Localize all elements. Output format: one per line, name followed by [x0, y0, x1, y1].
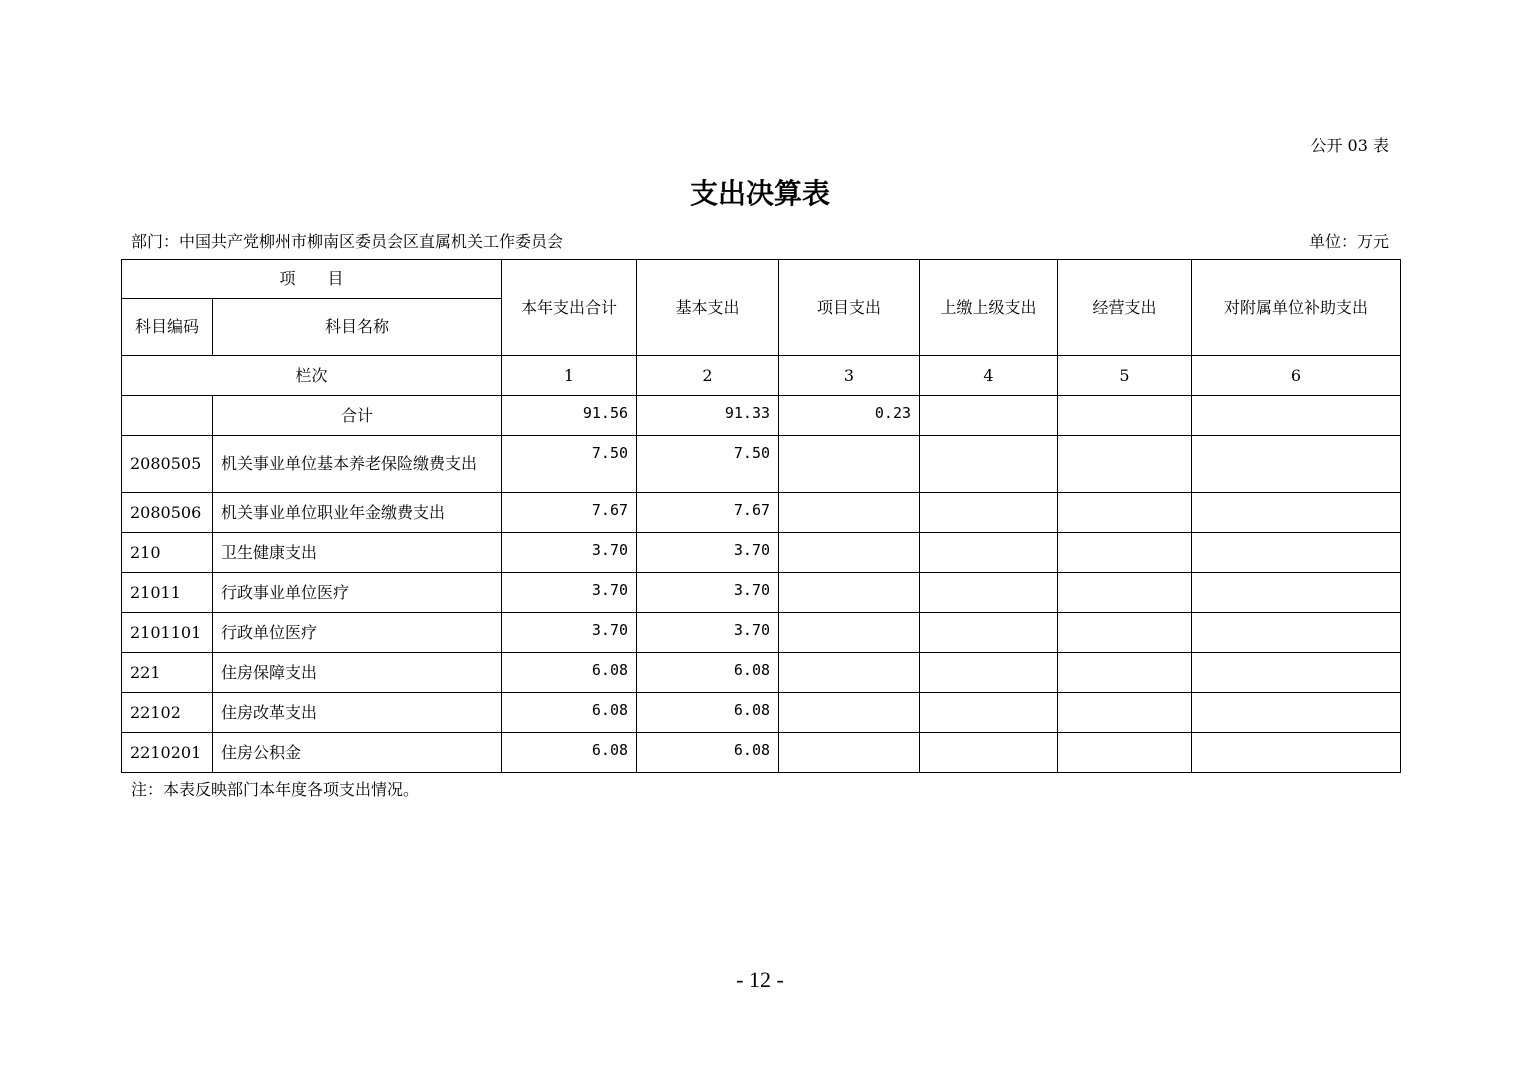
row-c4 — [920, 733, 1058, 773]
row-code: 21011 — [122, 573, 213, 613]
row-c6 — [1192, 693, 1401, 733]
row-c2: 7.50 — [637, 436, 779, 493]
index-4: 4 — [920, 356, 1058, 396]
total-c1: 91.56 — [502, 396, 637, 436]
row-code: 22102 — [122, 693, 213, 733]
index-1: 1 — [502, 356, 637, 396]
row-c4 — [920, 493, 1058, 533]
row-c1: 6.08 — [502, 733, 637, 773]
row-c2: 6.08 — [637, 693, 779, 733]
row-code: 2080505 — [122, 436, 213, 493]
row-c5 — [1058, 733, 1192, 773]
row-c4 — [920, 613, 1058, 653]
row-c1: 3.70 — [502, 613, 637, 653]
row-name: 住房保障支出 — [213, 653, 502, 693]
row-c5 — [1058, 613, 1192, 653]
row-code: 2210201 — [122, 733, 213, 773]
row-name: 卫生健康支出 — [213, 533, 502, 573]
department-label: 部门：中国共产党柳州市柳南区委员会区直属机关工作委员会 — [131, 232, 564, 251]
row-c6 — [1192, 436, 1401, 493]
row-code: 2080506 — [122, 493, 213, 533]
total-c6 — [1192, 396, 1401, 436]
row-c3 — [779, 493, 920, 533]
row-c6 — [1192, 653, 1401, 693]
row-c6 — [1192, 493, 1401, 533]
row-c3 — [779, 436, 920, 493]
row-c2: 6.08 — [637, 653, 779, 693]
index-2: 2 — [637, 356, 779, 396]
table-row — [122, 653, 1401, 693]
header-col5: 经营支出 — [1058, 260, 1192, 356]
row-c5 — [1058, 533, 1192, 573]
page-title: 支出决算表 — [689, 177, 830, 210]
row-c3 — [779, 533, 920, 573]
row-name: 机关事业单位基本养老保险缴费支出 — [213, 436, 502, 493]
total-code-cell — [122, 396, 213, 436]
table-row — [122, 613, 1401, 653]
header-code: 科目编码 — [122, 299, 213, 356]
table-row — [122, 436, 1401, 493]
header-col3: 项目支出 — [779, 260, 920, 356]
row-c6 — [1192, 733, 1401, 773]
total-label: 合计 — [213, 396, 502, 436]
row-c6 — [1192, 573, 1401, 613]
row-c5 — [1058, 653, 1192, 693]
row-code: 221 — [122, 653, 213, 693]
row-c2: 3.70 — [637, 533, 779, 573]
table-row — [122, 573, 1401, 613]
unit-label: 单位：万元 — [1308, 232, 1389, 251]
table-row — [122, 493, 1401, 533]
header-col2: 基本支出 — [637, 260, 779, 356]
row-code: 2101101 — [122, 613, 213, 653]
row-c5 — [1058, 693, 1192, 733]
row-c2: 3.70 — [637, 573, 779, 613]
row-c6 — [1192, 533, 1401, 573]
index-label: 栏次 — [122, 356, 502, 396]
table-note: 注：本表反映部门本年度各项支出情况。 — [131, 780, 420, 799]
row-c3 — [779, 613, 920, 653]
page-number: - 12 - — [736, 967, 784, 992]
row-code: 210 — [122, 533, 213, 573]
row-c3 — [779, 653, 920, 693]
index-6: 6 — [1192, 356, 1401, 396]
total-c3: 0.23 — [779, 396, 920, 436]
row-c4 — [920, 693, 1058, 733]
total-row — [122, 396, 1401, 436]
header-col6: 对附属单位补助支出 — [1192, 260, 1401, 356]
row-name: 行政单位医疗 — [213, 613, 502, 653]
header-col1: 本年支出合计 — [502, 260, 637, 356]
row-c1: 7.67 — [502, 493, 637, 533]
header-name: 科目名称 — [213, 299, 502, 356]
row-c5 — [1058, 493, 1192, 533]
row-c3 — [779, 733, 920, 773]
index-3: 3 — [779, 356, 920, 396]
row-name: 住房改革支出 — [213, 693, 502, 733]
row-c4 — [920, 436, 1058, 493]
row-c1: 6.08 — [502, 653, 637, 693]
row-c2: 7.67 — [637, 493, 779, 533]
row-c6 — [1192, 613, 1401, 653]
row-c2: 3.70 — [637, 613, 779, 653]
row-c1: 3.70 — [502, 533, 637, 573]
total-c5 — [1058, 396, 1192, 436]
total-c2: 91.33 — [637, 396, 779, 436]
row-name: 机关事业单位职业年金缴费支出 — [213, 493, 502, 533]
row-c3 — [779, 693, 920, 733]
row-c4 — [920, 533, 1058, 573]
row-c5 — [1058, 573, 1192, 613]
row-c4 — [920, 653, 1058, 693]
row-c3 — [779, 573, 920, 613]
header-col4: 上缴上级支出 — [920, 260, 1058, 356]
row-name: 行政事业单位医疗 — [213, 573, 502, 613]
form-number: 公开 03 表 — [1310, 136, 1389, 155]
row-c1: 3.70 — [502, 573, 637, 613]
row-c5 — [1058, 436, 1192, 493]
expenditure-table — [121, 259, 1401, 773]
header-item: 项 目 — [122, 260, 502, 299]
row-c4 — [920, 573, 1058, 613]
row-name: 住房公积金 — [213, 733, 502, 773]
table-row — [122, 533, 1401, 573]
table-row — [122, 693, 1401, 733]
row-c1: 6.08 — [502, 693, 637, 733]
total-c4 — [920, 396, 1058, 436]
row-c1: 7.50 — [502, 436, 637, 493]
index-5: 5 — [1058, 356, 1192, 396]
row-c2: 6.08 — [637, 733, 779, 773]
table-row — [122, 733, 1401, 773]
